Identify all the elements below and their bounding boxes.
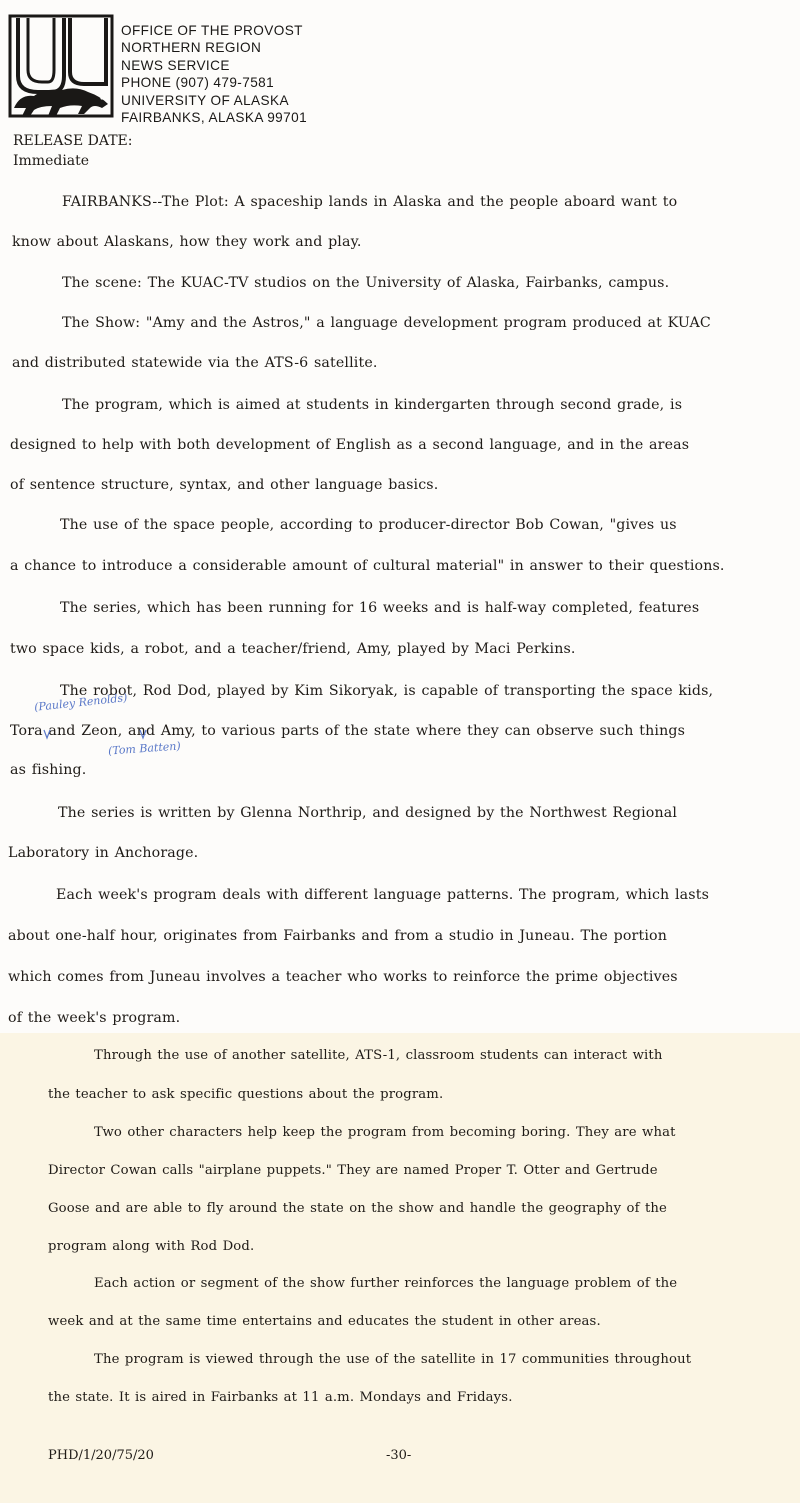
- body-line: which comes from Juneau involves a teacher who works to reinforce the prime objectives: [8, 969, 678, 985]
- body-line: FAIRBANKS--The Plot: A spaceship lands in Alaska and the people aboard want to: [62, 194, 678, 210]
- body-line: Each week's program deals with different language patterns. The program, which lasts: [56, 887, 709, 903]
- body-line: about one-half hour, originates from Fairbanks and from a studio in Juneau. The portion: [8, 928, 667, 944]
- body-line: The series, which has been running for 16 weeks and is half-way completed, features: [60, 600, 700, 616]
- body-line: Tora and Zeon, and Amy, to various parts of the state where they can observe such things: [10, 723, 686, 739]
- body-line: The scene: The KUAC-TV studios on the University of Alaska, Fairbanks, campus.: [62, 275, 670, 291]
- body-line: The program is viewed through the use of the satellite in 17 communities throughout: [94, 1352, 692, 1367]
- body-line: and distributed statewide via the ATS-6 satellite.: [12, 355, 378, 371]
- letterhead-line: OFFICE OF THE PROVOST: [121, 23, 303, 38]
- body-line: the teacher to ask specific questions about the program.: [48, 1087, 444, 1102]
- body-line: Laboratory in Anchorage.: [8, 845, 199, 861]
- letterhead-line: NEWS SERVICE: [121, 57, 230, 73]
- body-line: Through the use of another satellite, ATS-1, classroom students can interact with: [94, 1048, 663, 1063]
- letterhead-line: FAIRBANKS, ALASKA 99701: [121, 110, 308, 126]
- logo-bear-eye: [100, 96, 103, 99]
- release-value: Immediate: [13, 153, 90, 169]
- body-line: of sentence structure, syntax, and other language basics.: [10, 477, 439, 493]
- end-mark: -30-: [386, 1448, 412, 1463]
- letterhead-line: UNIVERSITY OF ALASKA: [121, 92, 289, 108]
- handwritten-caret-marks: [40, 728, 160, 742]
- university-logo: [4, 12, 116, 120]
- body-line: two space kids, a robot, and a teacher/friend, Amy, played by Maci Perkins.: [10, 641, 576, 657]
- logo-letter-a: [70, 18, 106, 84]
- handwritten-note: (Pauley Renolds): [33, 691, 129, 714]
- body-line: The program, which is aimed at students in kindergarten through second grade, is: [62, 397, 683, 413]
- body-line: The series is written by Glenna Northrip, and designed by the Northwest Regional: [58, 805, 678, 821]
- release-label: RELEASE DATE:: [13, 133, 133, 149]
- body-line: program along with Rod Dod.: [48, 1239, 255, 1254]
- handwritten-note: (Tom Batten): [107, 739, 182, 758]
- release-block: [13, 131, 133, 171]
- body-line: as fishing.: [10, 762, 87, 778]
- body-line: The robot, Rod Dod, played by Kim Sikoryak, is capable of transporting the space kids,: [60, 683, 714, 699]
- body-line: Two other characters help keep the program from becoming boring. They are what: [94, 1125, 676, 1140]
- body-line: Each action or segment of the show further reinforces the language problem of the: [94, 1276, 678, 1291]
- body-line: Director Cowan calls "airplane puppets." They are named Proper T. Otter and Gertrude: [48, 1163, 658, 1178]
- letterhead-line: PHONE (907) 479-7581: [121, 75, 275, 91]
- letterhead: [121, 22, 307, 126]
- page-two: [0, 1033, 800, 1503]
- body-line: the state. It is aired in Fairbanks at 11 a.m. Mondays and Fridays.: [48, 1390, 513, 1405]
- body-line: The Show: "Amy and the Astros," a language development program produced at KUAC: [62, 315, 711, 331]
- body-line: a chance to introduce a considerable amount of cultural material" in answer to their questions.: [10, 558, 725, 574]
- body-line: The use of the space people, according to producer-director Bob Cowan, "gives us: [60, 517, 677, 533]
- body-line: of the week's program.: [8, 1010, 181, 1026]
- body-line: know about Alaskans, how they work and play.: [12, 234, 362, 250]
- body-line: Goose and are able to fly around the state on the show and handle the geography of the: [48, 1201, 668, 1216]
- body-line: designed to help with both development of English as a second language, and in the areas: [10, 437, 690, 453]
- footer-code: PHD/1/20/75/20: [48, 1448, 154, 1463]
- letterhead-line: NORTHERN REGION: [121, 40, 262, 56]
- body-line: week and at the same time entertains and educates the student in other areas.: [48, 1314, 601, 1329]
- logo-inner-line: [28, 18, 54, 82]
